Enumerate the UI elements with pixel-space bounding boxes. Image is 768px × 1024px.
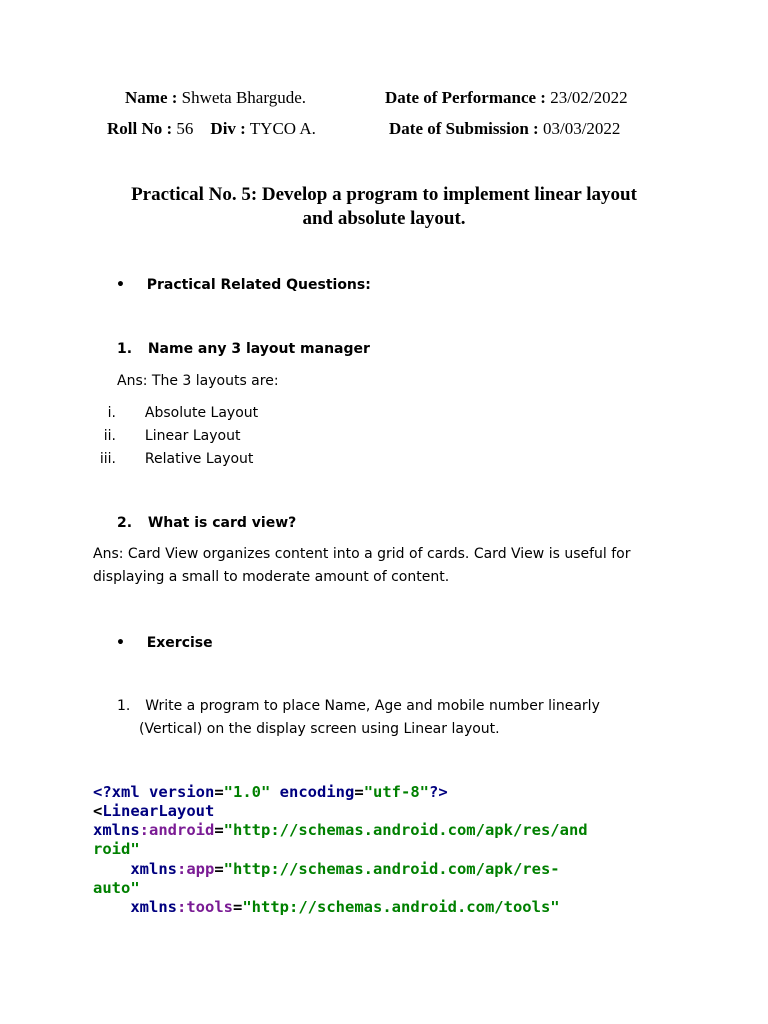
name-label: Name : [125, 88, 178, 107]
code-line-1 [93, 783, 448, 801]
title-line-2: and absolute layout. [302, 208, 466, 229]
code-line-3 [93, 821, 588, 839]
code-token: "http://schemas.android.com/apk/res/and [223, 821, 588, 839]
list-item [86, 428, 240, 444]
code-token: <? [93, 783, 112, 801]
exercise-text: Write a program to place Name, Age and mobile number linearly [145, 698, 600, 714]
code-token: < [93, 802, 103, 820]
code-token: = [214, 821, 224, 839]
div-value: TYCO A. [249, 119, 316, 138]
code-token: = [354, 783, 364, 801]
list-numeral: i. [107, 405, 116, 421]
div-label: Div : [210, 119, 246, 138]
name-value: Shweta Bhargude. [181, 88, 306, 107]
roll-value: 56 [176, 119, 194, 138]
question-number: 2. [117, 515, 133, 531]
code-line-7 [93, 898, 560, 916]
code-line-4 [93, 840, 140, 858]
code-line-6 [93, 879, 140, 897]
code-token: LinearLayout [102, 802, 215, 820]
section-heading: Practical Related Questions: [146, 277, 371, 293]
section-practical-questions [116, 277, 371, 293]
roll-label: Roll No : [107, 119, 173, 138]
section-exercise [116, 635, 213, 651]
code-token: = [214, 860, 224, 878]
code-token: "http://schemas.android.com/apk/res- [223, 860, 560, 878]
code-token: xmlns [93, 860, 177, 878]
performance-date-label: Date of Performance : [385, 88, 546, 107]
code-token: xml version [111, 783, 215, 801]
code-token: :tools [177, 898, 233, 916]
code-line-2 [93, 802, 214, 820]
code-token: = [214, 783, 224, 801]
code-line-5 [93, 860, 560, 878]
code-token: roid" [93, 840, 140, 858]
bullet-icon: • [116, 277, 125, 293]
roll-div-field [107, 119, 316, 139]
code-token: encoding [270, 783, 355, 801]
exercise-1-line-1 [117, 698, 600, 714]
question-1 [117, 341, 370, 357]
code-token: :app [177, 860, 215, 878]
question-number: 1. [117, 341, 133, 357]
list-item [86, 405, 258, 421]
section-heading: Exercise [146, 635, 213, 651]
code-token: ?> [429, 783, 448, 801]
list-text: Relative Layout [144, 451, 254, 467]
list-numeral: ii. [103, 428, 116, 444]
performance-date-value: 23/02/2022 [550, 88, 628, 107]
code-token: :android [139, 821, 215, 839]
list-item [86, 451, 253, 467]
list-text: Absolute Layout [144, 405, 259, 421]
list-text: Linear Layout [144, 428, 241, 444]
answer-2-line-1: Ans: Card View organizes content into a grid of cards. Card View is useful for [93, 546, 631, 562]
code-token: "utf-8" [363, 783, 430, 801]
submission-date-value: 03/03/2022 [542, 119, 621, 138]
exercise-1-line-2: (Vertical) on the display screen using Linear layout. [139, 721, 500, 737]
answer-1: Ans: The 3 layouts are: [117, 373, 279, 389]
practical-title [90, 183, 678, 231]
code-token: "http://schemas.android.com/tools" [242, 898, 560, 916]
question-text: Name any 3 layout manager [147, 341, 370, 357]
list-numeral: iii. [99, 451, 116, 467]
answer-2-line-2: displaying a small to moderate amount of content. [93, 569, 450, 585]
name-field [125, 88, 306, 108]
question-2 [117, 515, 296, 531]
question-text: What is card view? [147, 515, 297, 531]
title-line-1: Practical No. 5: Develop a program to implement linear layout [131, 184, 637, 205]
performance-date-field [385, 88, 628, 108]
code-token: xmlns [93, 898, 177, 916]
submission-date-field [389, 119, 620, 139]
code-token: auto" [93, 879, 140, 897]
code-token: = [233, 898, 243, 916]
code-token: xmlns [93, 821, 140, 839]
exercise-number: 1. [117, 698, 131, 714]
submission-date-label: Date of Submission : [389, 119, 539, 138]
bullet-icon: • [116, 635, 125, 651]
code-token: "1.0" [223, 783, 271, 801]
